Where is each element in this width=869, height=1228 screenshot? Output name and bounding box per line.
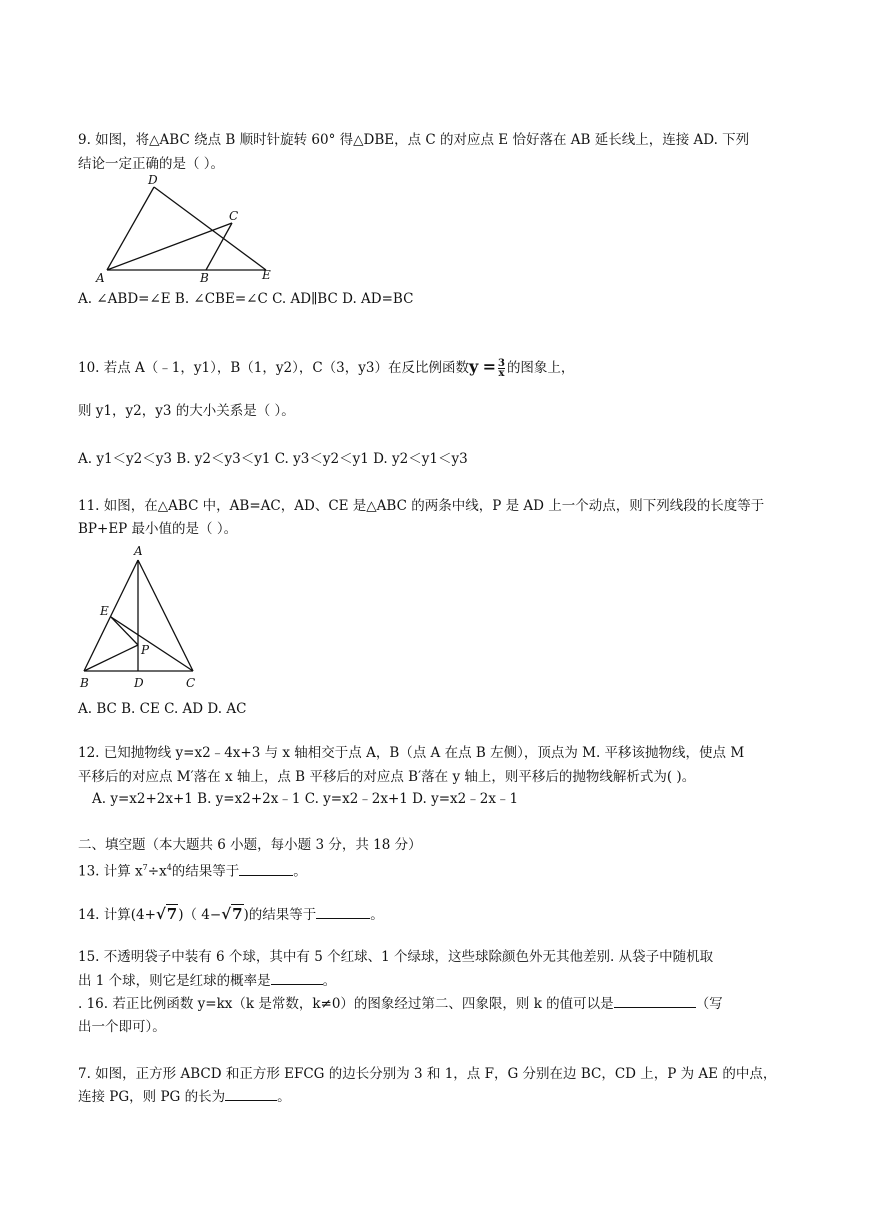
q13-mid: ÷x — [147, 863, 167, 880]
q11-label-P: P — [141, 643, 150, 657]
q9-label-A: A — [96, 271, 105, 284]
q16-line1-post: （写 — [695, 996, 723, 1012]
q14-post: )的结果等于 — [243, 907, 317, 923]
q16-stem-line1 — [78, 995, 723, 1013]
q17-stem-line2 — [78, 1088, 291, 1106]
q9-figure — [90, 172, 280, 284]
q11-figure — [76, 542, 206, 692]
q10-frac-den: x — [498, 368, 505, 379]
q13-answer-blank[interactable] — [239, 863, 293, 876]
q14-end: 。 — [370, 907, 384, 923]
q10-stem-line1 — [78, 358, 574, 378]
q10-func-y: y — [468, 357, 479, 376]
q14-rad2: 7 — [232, 905, 243, 923]
q14-answer-blank[interactable] — [316, 906, 370, 919]
q10-stem-pre: 10. 若点 A（﹣1，y1），B（1，y2），C（3，y3）在反比例函数 — [78, 360, 469, 376]
q16-stem-line2: 出一个即可）。 — [78, 1019, 166, 1035]
q14-rad1: 7 — [166, 905, 178, 923]
q11-label-D: D — [134, 676, 144, 690]
q17-line2-pre: 连接 PG，则 PG 的长为 — [78, 1089, 226, 1105]
q11-label-C: C — [186, 676, 196, 690]
section2-heading: 二、填空题（本大题共 6 小题，每小题 3 分，共 18 分） — [78, 837, 422, 853]
q11-label-B: B — [80, 676, 89, 690]
q9-label-C: C — [229, 209, 239, 223]
q14-line — [78, 905, 384, 924]
q9-label-B: B — [200, 271, 209, 284]
q12-stem-line2: 平移后的对应点 M′落在 x 轴上，点 B 平移后的对应点 B′落在 y 轴上，则平移后的抛物线解析式为( )。 — [78, 769, 696, 785]
q15-answer-blank[interactable] — [271, 972, 323, 985]
q9-options: A. ∠ABD=∠E B. ∠CBE=∠C C. AD∥BC D. AD=BC — [78, 291, 414, 307]
q17-answer-blank[interactable] — [225, 1088, 277, 1101]
q9-stem-line1: 9. 如图，将△ABC 绕点 B 顺时针旋转 60° 得△DBE，点 C 的对应点 E 恰好落在 AB 延长线上，连接 AD. 下列 — [78, 132, 750, 148]
q15-stem-line2 — [78, 972, 336, 990]
q13-pre: 13. 计算 x — [78, 863, 143, 880]
q10-frac-num: 3 — [497, 358, 505, 369]
q15-line2-pre: 出 1 个球，则它是红球的概率是 — [78, 973, 271, 989]
q14-mid: )（ 4− — [178, 907, 222, 923]
q17-stem-line1: 7. 如图，正方形 ABCD 和正方形 EFCG 的边长分别为 3 和 1，点 F，G 分别在边 BC，CD 上，P 为 AE 的中点， — [78, 1066, 777, 1082]
q16-line1-pre: . 16. 若正比例函数 y=kx（k 是常数，k≠0）的图象经过第二、四象限，则 k 的值可以是 — [78, 996, 614, 1012]
q15-stem-line1: 15. 不透明袋子中装有 6 个球，其中有 5 个红球、1 个绿球，这些球除颜色外无其他差别. 从袋子中随机取 — [78, 949, 714, 965]
q13-post: 的结果等于 — [171, 863, 240, 880]
q10-stem-line2: 则 y1，y2，y3 的大小关系是（ ）。 — [78, 403, 295, 419]
q10-fraction — [498, 359, 505, 378]
q15-line2-end: 。 — [322, 973, 337, 989]
q13-exp2: 4 — [166, 863, 172, 872]
q14-sqrt1: √7 — [155, 905, 178, 923]
q13-exp1: 7 — [142, 863, 148, 872]
q10-stem-post: 的图象上， — [506, 360, 575, 376]
q14-pre: 14. 计算(4+ — [78, 907, 156, 923]
q10-options: A. y1＜y2＜y3 B. y2＜y3＜y1 C. y3＜y2＜y1 D. y2＜y1＜y3 — [78, 451, 468, 467]
q13-end: 。 — [293, 863, 307, 880]
q17-line2-end: 。 — [277, 1089, 291, 1105]
q11-stem-line2: BP+EP 最小值的是（ ）。 — [78, 521, 238, 537]
q14-sqrt2: √7 — [221, 905, 243, 923]
q9-label-D: D — [148, 173, 158, 187]
q12-stem-line1: 12. 已知抛物线 y=x2﹣4x+3 与 x 轴相交于点 A，B（点 A 在点 B 左侧），顶点为 M. 平移该抛物线，使点 M — [78, 745, 745, 761]
q13-line — [78, 859, 307, 881]
q16-answer-blank[interactable] — [614, 995, 696, 1008]
q9-stem-line2: 结论一定正确的是（ ）。 — [78, 156, 225, 172]
q11-stem-line1: 11. 如图，在△ABC 中，AB=AC，AD、CE 是△ABC 的两条中线，P 是 AD 上一个动点，则下列线段的长度等于 — [78, 498, 765, 514]
q9-label-E: E — [262, 268, 271, 282]
q12-options: A. y=x2+2x+1 B. y=x2+2x﹣1 C. y=x2﹣2x+1 D. y=x2﹣2x﹣1 — [92, 791, 519, 807]
q11-options: A. BC B. CE C. AD D. AC — [78, 701, 247, 717]
q11-label-A: A — [134, 544, 143, 558]
q10-func-eq: = — [482, 357, 496, 376]
q11-label-E: E — [100, 604, 109, 618]
